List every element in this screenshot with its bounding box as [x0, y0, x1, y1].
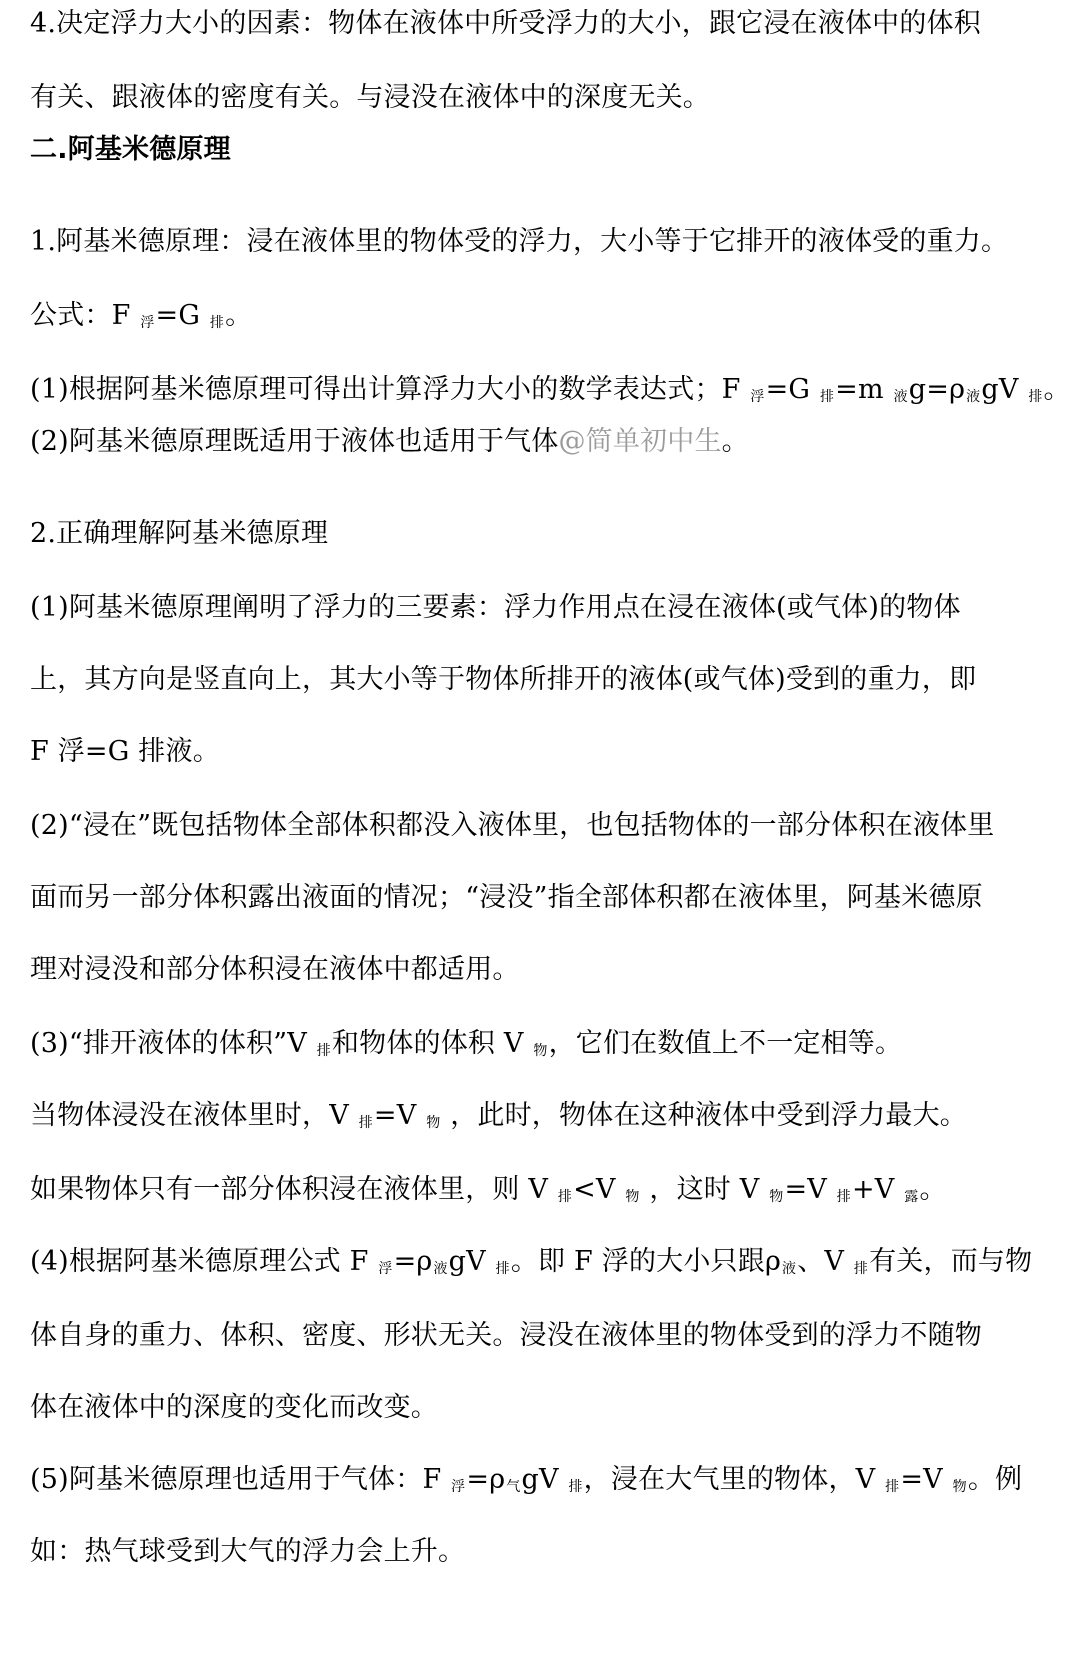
subscript: 浮 [378, 1261, 393, 1277]
text-segment: =m [835, 374, 893, 405]
text-line: (1)阿基米德原理阐明了浮力的三要素：浮力作用点在浸在液体(或气体)的物体 [30, 592, 961, 623]
text-line: 面而另一部分体积露出液面的情况；“浸没”指全部体积都在液体里，阿基米德原 [30, 882, 983, 913]
text-segment: (1)根据阿基米德原理可得出计算浮力大小的数学表达式；F [30, 374, 750, 405]
text-segment: (3)“排开液体的体积”V [30, 1028, 316, 1059]
formula-line [30, 370, 1071, 417]
subscript: 物 [769, 1189, 784, 1205]
text-line: 如：热气球受到大气的浮力会上升。 [30, 1536, 466, 1567]
subscript: 浮 [451, 1479, 466, 1495]
text-segment: 。例 [967, 1464, 1023, 1495]
text-segment: ，这时 V [640, 1174, 769, 1205]
text-segment: 、V [797, 1246, 853, 1277]
subscript: 物 [533, 1043, 548, 1059]
subscript: 物 [426, 1115, 441, 1131]
subscript: 气 [506, 1479, 521, 1495]
text-line: 体自身的重力、体积、密度、形状无关。浸没在液体里的物体受到的浮力不随物 [30, 1320, 982, 1351]
text-segment: 。即 F 浮的大小只跟ρ [510, 1246, 782, 1277]
text-segment: 。 [919, 1174, 947, 1205]
text-line: 上，其方向是竖直向上，其大小等于物体所排开的液体(或气体)受到的重力，即 [30, 664, 977, 695]
text-line: 1.阿基米德原理：浸在液体里的物体受的浮力，大小等于它排开的液体受的重力。 [30, 226, 1009, 257]
subscript: 液 [782, 1261, 797, 1277]
text-segment: =V [373, 1100, 426, 1131]
text-segment: gV [448, 1246, 495, 1277]
subscript: 排 [316, 1043, 331, 1059]
subscript: 液 [966, 389, 981, 405]
text-line: (2)“浸在”既包括物体全部体积都没入液体里，也包括物体的一部分体积在液体里 [30, 810, 995, 841]
text-segment: 。 [721, 426, 749, 457]
text-segment: <V [573, 1174, 625, 1205]
text-line: 有关、跟液体的密度有关。与浸没在液体中的深度无关。 [30, 82, 710, 113]
text-segment: 和物体的体积 V [331, 1028, 533, 1059]
text-segment: 公式：F [30, 300, 140, 331]
text-line: F 浮=G 排液。 [30, 736, 220, 767]
text-line: 理对浸没和部分体积浸在液体中都适用。 [30, 954, 520, 985]
text-segment: (4)根据阿基米德原理公式 F [30, 1246, 378, 1277]
subscript: 排 [568, 1479, 583, 1495]
text-segment: ，此时，物体在这种液体中受到浮力最大。 [441, 1100, 967, 1131]
subscript: 排 [358, 1115, 373, 1131]
subscript: 液 [433, 1261, 448, 1277]
subscript: 排 [209, 315, 225, 331]
text-segment: 如果物体只有一部分体积浸在液体里，则 V [30, 1174, 557, 1205]
subscript: 排 [819, 389, 835, 405]
text-segment: (2)阿基米德原理既适用于液体也适用于气体 [30, 426, 559, 457]
text-segment: 。 [225, 300, 253, 331]
watermark: @简单初中生 [558, 426, 722, 457]
text-segment: ，它们在数值上不一定相等。 [548, 1028, 903, 1059]
formula-line [30, 1096, 1068, 1143]
subscript: 排 [836, 1189, 851, 1205]
subscript: 排 [557, 1189, 573, 1205]
formula-line [30, 296, 1068, 343]
text-line: 2.正确理解阿基米德原理 [30, 518, 329, 549]
formula-line [30, 1024, 1068, 1071]
text-segment: =V [900, 1464, 952, 1495]
text-line: 4.决定浮力大小的因素：物体在液体中所受浮力的大小，跟它浸在液体中的体积 [30, 8, 981, 39]
subscript: 排 [1028, 389, 1043, 405]
subscript: 排 [495, 1261, 510, 1277]
text-segment: =V [784, 1174, 836, 1205]
text-segment: 当物体浸没在液体里时，V [30, 1100, 358, 1131]
subscript: 物 [952, 1479, 967, 1495]
section-heading: 二.阿基米德原理 [30, 134, 231, 165]
text-segment: (5)阿基米德原理也适用于气体：F [30, 1464, 451, 1495]
subscript: 液 [893, 389, 908, 405]
text-segment: g=ρ [908, 374, 966, 405]
formula-line [30, 1170, 1068, 1217]
text-segment: gV [981, 374, 1028, 405]
formula-line [30, 1242, 1068, 1289]
text-line: 体在液体中的深度的变化而改变。 [30, 1392, 438, 1423]
subscript: 露 [904, 1189, 919, 1205]
text-segment: ，浸在大气里的物体，V [583, 1464, 885, 1495]
text-segment: =ρ [466, 1464, 506, 1495]
text-segment: =G [155, 300, 209, 331]
subscript: 浮 [750, 389, 765, 405]
subscript: 物 [625, 1189, 640, 1205]
text-segment: gV [521, 1464, 568, 1495]
text-segment: =ρ [393, 1246, 433, 1277]
subscript: 排 [853, 1261, 869, 1277]
text-segment: +V [851, 1174, 904, 1205]
text-line [30, 422, 1068, 462]
subscript: 排 [885, 1479, 900, 1495]
text-segment: 有关，而与物 [869, 1246, 1033, 1277]
subscript: 浮 [140, 315, 155, 331]
formula-line [30, 1460, 1068, 1507]
text-segment: 。 [1043, 374, 1071, 405]
text-segment: =G [765, 374, 819, 405]
